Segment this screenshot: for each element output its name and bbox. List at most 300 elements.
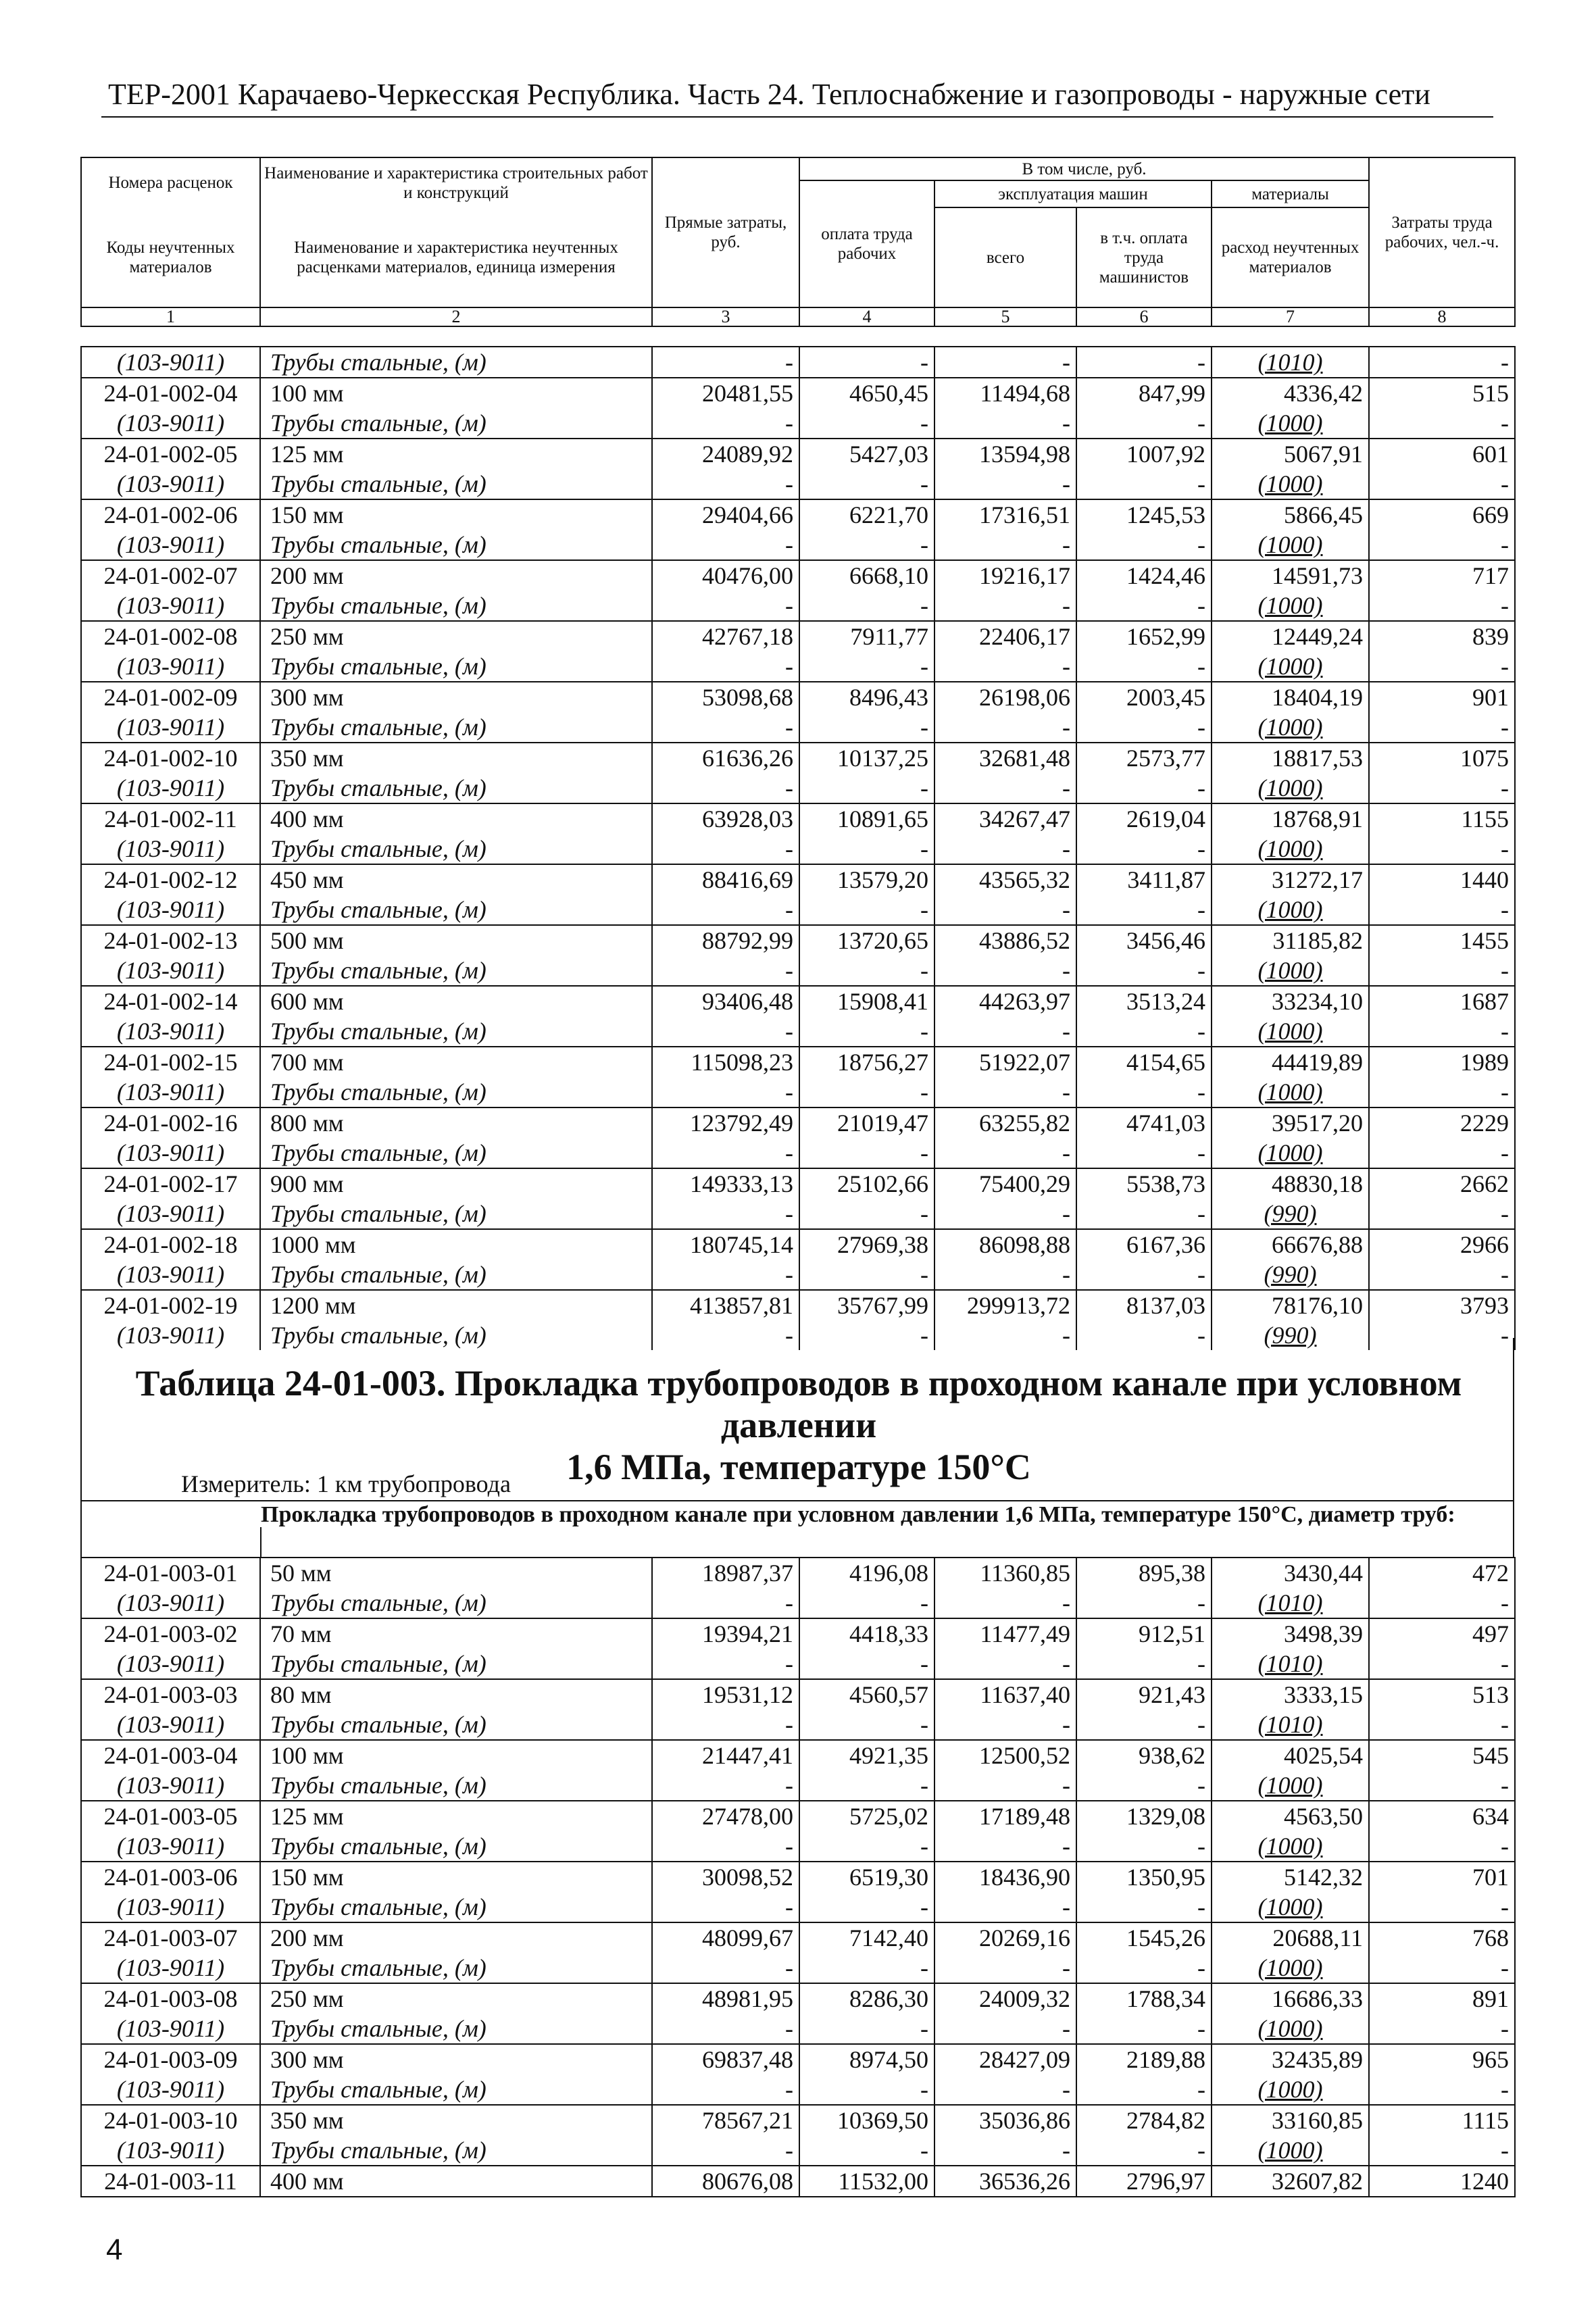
dash-cell: - [934,530,1076,560]
dash-cell: - [1369,2135,1515,2166]
dash-cell: - [1369,408,1515,439]
dash-cell: - [799,1649,934,1679]
work-name: 350 мм [260,2105,652,2135]
direct-costs: 88792,99 [652,925,799,955]
machines-total: 17316,51 [934,499,1076,530]
dash-cell: - [1369,651,1515,682]
worker-pay: 7911,77 [799,621,934,651]
dash-cell: - [652,469,799,499]
direct-costs: 88416,69 [652,864,799,895]
dash-cell: - [799,1770,934,1801]
material-row [81,1892,1515,1922]
machines-total: 12500,52 [934,1740,1076,1770]
work-name: 150 мм [260,1862,652,1892]
dash-cell: - [1369,1831,1515,1862]
direct-costs: 93406,48 [652,986,799,1016]
dash-cell: - [934,408,1076,439]
dash-cell: - [1076,347,1212,378]
machines-total: 86098,88 [934,1229,1076,1260]
machines-total: 35036,86 [934,2105,1076,2135]
material-row [81,347,1515,378]
dash-cell: - [1076,1138,1212,1168]
material-code: (103-9011) [81,1649,260,1679]
dash-cell: - [652,1138,799,1168]
materials-cost: 32435,89 [1212,2044,1369,2074]
dash-cell: - [1369,834,1515,864]
worker-pay: 5725,02 [799,1801,934,1831]
material-quantity: (1000) [1212,895,1369,925]
table-row [81,803,1515,834]
rate-code: 24-01-002-14 [81,986,260,1016]
header-labor-hours: Затраты труда рабочих, чел.-ч. [1369,157,1515,307]
col-number: 6 [1076,307,1212,326]
direct-costs: 69837,48 [652,2044,799,2074]
labor-hours: 717 [1369,560,1515,591]
machinist-pay: 1245,53 [1076,499,1212,530]
dash-cell: - [1369,591,1515,621]
direct-costs: 63928,03 [652,803,799,834]
rate-code: 24-01-002-10 [81,743,260,773]
labor-hours: 1455 [1369,925,1515,955]
direct-costs: 48981,95 [652,1983,799,2014]
labor-hours: 1075 [1369,743,1515,773]
machines-total: 43565,32 [934,864,1076,895]
material-quantity: (1000) [1212,1770,1369,1801]
work-name: 700 мм [260,1047,652,1077]
rate-code: 24-01-003-08 [81,1983,260,2014]
labor-hours: 513 [1369,1679,1515,1710]
material-name: Трубы стальные, (м) [260,1320,652,1350]
machines-total: 63255,82 [934,1107,1076,1138]
dash-cell: - [1076,2014,1212,2044]
materials-cost: 78176,10 [1212,1290,1369,1320]
machinist-pay: 2003,45 [1076,682,1212,712]
dash-cell: - [934,2074,1076,2105]
material-code: (103-9011) [81,530,260,560]
dash-cell: - [1076,895,1212,925]
dash-cell: - [799,408,934,439]
dash-cell: - [1369,773,1515,803]
machines-total: 36536,26 [934,2166,1076,2197]
dash-cell: - [934,347,1076,378]
labor-hours: 472 [1369,1558,1515,1588]
dash-cell: - [799,1016,934,1047]
machines-total: 11477,49 [934,1618,1076,1649]
dash-cell: - [934,712,1076,743]
worker-pay: 8974,50 [799,2044,934,2074]
table-row [81,864,1515,895]
dash-cell: - [799,1892,934,1922]
dash-cell: - [652,1320,799,1350]
table-header [80,157,1516,327]
table-row [81,1047,1515,1077]
material-code: (103-9011) [81,1953,260,1983]
header-material-consumption: расход неучтенных материалов [1212,207,1369,307]
labor-hours: 2966 [1369,1229,1515,1260]
material-code: (103-9011) [81,2014,260,2044]
material-row [81,834,1515,864]
work-name: 125 мм [260,439,652,469]
material-quantity: (990) [1212,1260,1369,1290]
dash-cell: - [1369,712,1515,743]
material-quantity: (1000) [1212,1892,1369,1922]
material-row [81,2135,1515,2166]
work-name: 400 мм [260,2166,652,2197]
material-name: Трубы стальные, (м) [260,773,652,803]
dash-cell: - [652,895,799,925]
dash-cell: - [652,1831,799,1862]
direct-costs: 30098,52 [652,1862,799,1892]
material-name: Трубы стальные, (м) [260,591,652,621]
dash-cell: - [1369,2074,1515,2105]
dash-cell: - [934,1138,1076,1168]
dash-cell: - [799,773,934,803]
dash-cell: - [1369,2014,1515,2044]
labor-hours: 2229 [1369,1107,1515,1138]
materials-cost: 4336,42 [1212,378,1369,408]
dash-cell: - [652,955,799,986]
materials-cost: 12449,24 [1212,621,1369,651]
worker-pay: 7142,40 [799,1922,934,1953]
labor-hours: 1687 [1369,986,1515,1016]
material-code: (103-9011) [81,1710,260,1740]
material-name: Трубы стальные, (м) [260,2074,652,2105]
dash-cell: - [799,1199,934,1229]
header-machinist-pay: в т.ч. оплата труда машинистов [1076,207,1212,307]
dash-cell: - [652,1710,799,1740]
dash-cell: - [934,1199,1076,1229]
worker-pay: 4650,45 [799,378,934,408]
work-name: 300 мм [260,682,652,712]
dash-cell: - [1076,1953,1212,1983]
dash-cell: - [1076,1320,1212,1350]
machines-total: 11360,85 [934,1558,1076,1588]
dash-cell: - [799,1710,934,1740]
machines-total: 11494,68 [934,378,1076,408]
machinist-pay: 912,51 [1076,1618,1212,1649]
material-row [81,712,1515,743]
material-row [81,895,1515,925]
material-row [81,1260,1515,1290]
material-code: (103-9011) [81,347,260,378]
worker-pay: 18756,27 [799,1047,934,1077]
dash-cell: - [799,2074,934,2105]
rate-code: 24-01-003-05 [81,1801,260,1831]
machinist-pay: 1788,34 [1076,1983,1212,2014]
direct-costs: 78567,21 [652,2105,799,2135]
work-name: 200 мм [260,1922,652,1953]
material-code: (103-9011) [81,469,260,499]
dash-cell: - [1369,1710,1515,1740]
dash-cell: - [934,1077,1076,1107]
header-worker-pay: оплата труда рабочих [799,180,934,307]
dash-cell: - [1076,469,1212,499]
material-name: Трубы стальные, (м) [260,1016,652,1047]
table-row [81,560,1515,591]
machines-total: 26198,06 [934,682,1076,712]
table-row [81,1168,1515,1199]
direct-costs: 80676,08 [652,2166,799,2197]
subhead-divider [260,1527,261,1557]
materials-cost: 4563,50 [1212,1801,1369,1831]
rate-code: 24-01-003-10 [81,2105,260,2135]
material-name: Трубы стальные, (м) [260,1831,652,1862]
dash-cell: - [1369,1320,1515,1350]
machinist-pay: 4154,65 [1076,1047,1212,1077]
dash-cell: - [1076,530,1212,560]
dash-cell: - [652,773,799,803]
material-name: Трубы стальные, (м) [260,469,652,499]
header-including: В том числе, руб. [799,157,1369,180]
worker-pay: 4196,08 [799,1558,934,1588]
material-quantity: (1000) [1212,530,1369,560]
col-number: 2 [260,307,652,326]
materials-cost: 18404,19 [1212,682,1369,712]
dash-cell: - [934,895,1076,925]
dash-cell: - [1369,1077,1515,1107]
material-row [81,1953,1515,1983]
dash-cell: - [934,1892,1076,1922]
work-name: 150 мм [260,499,652,530]
machinist-pay: 1350,95 [1076,1862,1212,1892]
dash-cell: - [1076,1831,1212,1862]
rate-code: 24-01-002-18 [81,1229,260,1260]
worker-pay: 13579,20 [799,864,934,895]
material-row [81,1077,1515,1107]
direct-costs: 18987,37 [652,1558,799,1588]
direct-costs: 61636,26 [652,743,799,773]
dash-cell: - [799,1260,934,1290]
machines-total: 11637,40 [934,1679,1076,1710]
table-row [81,1922,1515,1953]
measurement-unit: Измеритель: 1 км трубопровода [181,1470,511,1497]
rate-code: 24-01-003-11 [81,2166,260,2197]
materials-cost: 33160,85 [1212,2105,1369,2135]
dash-cell: - [934,1016,1076,1047]
dash-cell: - [1076,1770,1212,1801]
header-work-name: Наименование и характеристика строительных работ и конструкций [260,157,652,207]
materials-cost: 39517,20 [1212,1107,1369,1138]
machines-total: 51922,07 [934,1047,1076,1077]
machinist-pay: 2619,04 [1076,803,1212,834]
material-name: Трубы стальные, (м) [260,530,652,560]
header-rate-numbers: Номера расценок [81,157,260,207]
worker-pay: 27969,38 [799,1229,934,1260]
rate-code: 24-01-003-01 [81,1558,260,1588]
material-code: (103-9011) [81,2074,260,2105]
rate-code: 24-01-002-05 [81,439,260,469]
page-number: 4 [106,2233,123,2266]
labor-hours: 545 [1369,1740,1515,1770]
header-direct-costs: Прямые затраты, руб. [652,157,799,307]
dash-cell: - [652,530,799,560]
dash-cell: - [1076,591,1212,621]
labor-hours: 891 [1369,1983,1515,2014]
worker-pay: 4921,35 [799,1740,934,1770]
machinist-pay: 3513,24 [1076,986,1212,1016]
materials-cost: 31272,17 [1212,864,1369,895]
dash-cell: - [652,1588,799,1618]
work-name: 400 мм [260,803,652,834]
col-number: 3 [652,307,799,326]
material-quantity: (1010) [1212,1649,1369,1679]
direct-costs: 149333,13 [652,1168,799,1199]
dash-cell: - [652,2074,799,2105]
machines-total: 20269,16 [934,1922,1076,1953]
materials-cost: 3498,39 [1212,1618,1369,1649]
dash-cell: - [934,2014,1076,2044]
material-name: Трубы стальные, (м) [260,1077,652,1107]
dash-cell: - [652,1770,799,1801]
material-quantity: (990) [1212,1320,1369,1350]
material-code: (103-9011) [81,591,260,621]
material-code: (103-9011) [81,408,260,439]
worker-pay: 4560,57 [799,1679,934,1710]
dash-cell: - [1369,1953,1515,1983]
material-name: Трубы стальные, (м) [260,834,652,864]
table-row [81,2166,1515,2197]
labor-hours: 701 [1369,1862,1515,1892]
materials-cost: 33234,10 [1212,986,1369,1016]
dash-cell: - [1076,955,1212,986]
machines-total: 18436,90 [934,1862,1076,1892]
machinist-pay: 1424,46 [1076,560,1212,591]
dash-cell: - [1076,2135,1212,2166]
dash-cell: - [1369,347,1515,378]
labor-hours: 768 [1369,1922,1515,1953]
labor-hours: 1115 [1369,2105,1515,2135]
material-row [81,469,1515,499]
material-quantity: (1000) [1212,469,1369,499]
machinist-pay: 8137,03 [1076,1290,1212,1320]
dash-cell: - [934,591,1076,621]
machines-total: 75400,29 [934,1168,1076,1199]
direct-costs: 24089,92 [652,439,799,469]
rate-code: 24-01-003-06 [81,1862,260,1892]
machines-total: 17189,48 [934,1801,1076,1831]
machinist-pay: 847,99 [1076,378,1212,408]
dash-cell: - [934,1649,1076,1679]
rate-code: 24-01-002-04 [81,378,260,408]
header-rule [101,116,1493,118]
worker-pay: 6221,70 [799,499,934,530]
labor-hours: 601 [1369,439,1515,469]
dash-cell: - [652,591,799,621]
dash-cell: - [652,712,799,743]
machines-total: 299913,72 [934,1290,1076,1320]
material-code: (103-9011) [81,1260,260,1290]
machinist-pay: 4741,03 [1076,1107,1212,1138]
dash-cell: - [799,651,934,682]
labor-hours: 515 [1369,378,1515,408]
machinist-pay: 2784,82 [1076,2105,1212,2135]
table-row [81,1740,1515,1770]
material-row [81,2014,1515,2044]
dash-cell: - [1076,1892,1212,1922]
dash-cell: - [799,712,934,743]
dash-cell: - [652,347,799,378]
direct-costs: 19531,12 [652,1679,799,1710]
table-row [81,499,1515,530]
dash-cell: - [1076,773,1212,803]
table-003-subheading-block [80,1501,1514,1557]
dash-cell: - [799,2014,934,2044]
worker-pay: 35767,99 [799,1290,934,1320]
material-name: Трубы стальные, (м) [260,1649,652,1679]
material-name: Трубы стальные, (м) [260,1138,652,1168]
labor-hours: 497 [1369,1618,1515,1649]
dash-cell: - [799,1831,934,1862]
table-row [81,1558,1515,1588]
dash-cell: - [934,2135,1076,2166]
machinist-pay: 6167,36 [1076,1229,1212,1260]
dash-cell: - [799,1138,934,1168]
machinist-pay: 3456,46 [1076,925,1212,955]
labor-hours: 669 [1369,499,1515,530]
worker-pay: 6668,10 [799,560,934,591]
dash-cell: - [1076,1260,1212,1290]
dash-cell: - [1369,1649,1515,1679]
material-quantity: (1000) [1212,2074,1369,2105]
machines-total: 34267,47 [934,803,1076,834]
rate-code: 24-01-002-15 [81,1047,260,1077]
dash-cell: - [1076,408,1212,439]
dash-cell: - [652,408,799,439]
machines-total: 43886,52 [934,925,1076,955]
dash-cell: - [1076,651,1212,682]
rate-code: 24-01-002-17 [81,1168,260,1199]
work-name: 1200 мм [260,1290,652,1320]
materials-cost: 44419,89 [1212,1047,1369,1077]
work-name: 300 мм [260,2044,652,2074]
col-number: 1 [81,307,260,326]
material-name: Трубы стальные, (м) [260,895,652,925]
rate-code: 24-01-002-07 [81,560,260,591]
material-quantity: (1000) [1212,834,1369,864]
material-row [81,2074,1515,2105]
rate-code: 24-01-002-09 [81,682,260,712]
work-name: 1000 мм [260,1229,652,1260]
header-material-codes: Коды неучтенных материалов [81,207,260,307]
dash-cell: - [1076,1588,1212,1618]
table-row [81,1290,1515,1320]
materials-cost: 3430,44 [1212,1558,1369,1588]
material-name: Трубы стальные, (м) [260,1953,652,1983]
col-number: 5 [934,307,1076,326]
work-name: 500 мм [260,925,652,955]
work-name: 125 мм [260,1801,652,1831]
dash-cell: - [799,834,934,864]
material-code: (103-9011) [81,2135,260,2166]
machines-total: 32681,48 [934,743,1076,773]
worker-pay: 25102,66 [799,1168,934,1199]
material-quantity: (1000) [1212,773,1369,803]
material-code: (103-9011) [81,1199,260,1229]
direct-costs: 53098,68 [652,682,799,712]
materials-cost: 5067,91 [1212,439,1369,469]
work-name: 200 мм [260,560,652,591]
material-code: (103-9011) [81,1138,260,1168]
work-name: 600 мм [260,986,652,1016]
table-24-01-003 [80,1557,1516,2197]
machinist-pay: 5538,73 [1076,1168,1212,1199]
header-machine-operation: эксплуатация машин [934,180,1212,207]
dash-cell: - [934,1588,1076,1618]
machinist-pay: 2796,97 [1076,2166,1212,2197]
rate-code: 24-01-002-12 [81,864,260,895]
table-24-01-002 [80,346,1516,1350]
material-quantity: (1000) [1212,2135,1369,2166]
